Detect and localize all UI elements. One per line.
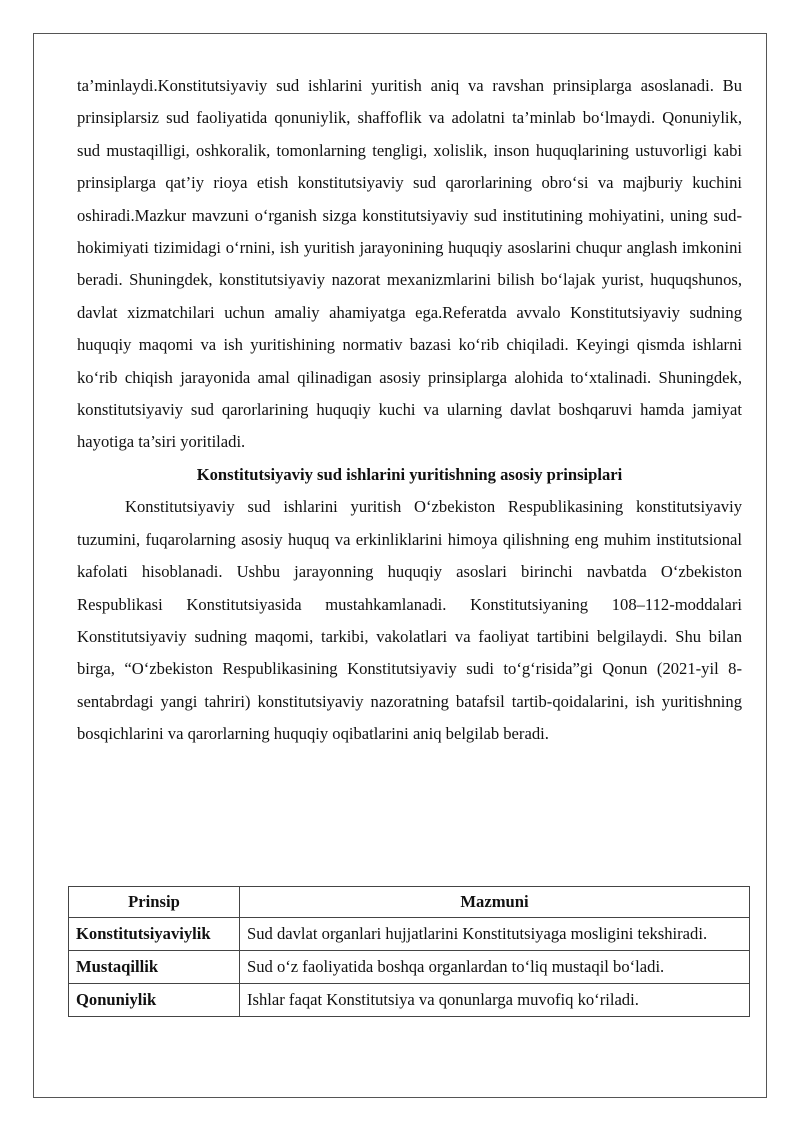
- table-header-row: [69, 887, 750, 918]
- content-cell: Sud o‘z faoliyatida boshqa organlardan to‘liq mustaqil bo‘ladi.: [240, 951, 750, 984]
- principle-cell: Mustaqillik: [69, 951, 240, 984]
- principles-table: [68, 886, 750, 1017]
- document-body: [77, 70, 742, 751]
- content-cell: Sud davlat organlari hujjatlarini Konstitutsiyaga mosligini tekshiradi.: [240, 918, 750, 951]
- content-cell: Ishlar faqat Konstitutsiya va qonunlarga muvofiq ko‘riladi.: [240, 984, 750, 1017]
- section-heading: Konstitutsiyaviy sud ishlarini yuritishning asosiy prinsiplari: [196, 464, 623, 484]
- principle-cell: Konstitutsiyaviylik: [69, 918, 240, 951]
- table-row: [69, 918, 750, 951]
- column-header-content: Mazmuni: [240, 887, 750, 918]
- table-row: [69, 951, 750, 984]
- body-paragraph-1: ta’minlaydi.Konstitutsiyaviy sud ishlarini yuritish aniq va ravshan prinsiplarga asoslanadi. Bu prinsiplarsiz sud faoliyatida qonuniylik, shaffoflik va adolatni ta’minlab bo‘lmaydi. Qonuniylik, sud mustaqilligi, oshkoralik, tomonlarning tengligi, xolislik, inson huquqlarining ustuvorligi kabi prinsiplarga qat’iy rioya etish konstitutsiyaviy sud qarorlarining obro‘si va majburiy kuchini oshiradi.Mazkur mavzuni o‘rganish sizga konstitutsiyaviy sud institutining mohiyatini, uning sud-hokimiyati tizimidagi o‘rnini, ish yuritish jarayonining huquqiy asoslarini chuqur anglash imkonini beradi. Shuningdek, konstitutsiyaviy nazorat mexanizmlarini bilish bo‘lajak yurist, huquqshunos, davlat xizmatchilari uchun amaliy ahamiyatga ega.Referatda avvalo Konstitutsiyaviy sudning huquqiy maqomi va ish yuritishining normativ bazasi ko‘rib chiqiladi. Keyingi qismda ishlarni ko‘rib chiqish jarayonida amal qilinadigan asosiy prinsiplarga alohida to‘xtalinadi. Shuningdek, konstitutsiyaviy sud qarorlarining huquqiy kuchi va ularning davlat boshqaruvi hamda jamiyat hayotiga ta’siri yoritiladi.: [77, 76, 742, 452]
- table-row: [69, 984, 750, 1017]
- column-header-principle: Prinsip: [69, 887, 240, 918]
- body-paragraph-2: Konstitutsiyaviy sud ishlarini yuritish O‘zbekiston Respublikasining konstitutsiyaviy tuzumini, fuqarolarning asosiy huquq va erkinliklarini himoya qilishning eng muhim institutsional kafolati hisoblanadi. Ushbu jarayonning huquqiy asoslari birinchi navbatda O‘zbekiston Respublikasi Konstitutsiyasida mustahkamlanadi. Konstitutsiyaning 108–112-moddalari Konstitutsiyaviy sudning maqomi, tarkibi, vakolatlari va faoliyat tartibini belgilaydi. Shu bilan birga, “O‘zbekiston Respublikasining Konstitutsiyaviy sudi to‘g‘risida”gi Qonun (2021-yil 8-sentabrdagi yangi tahriri) konstitutsiyaviy nazoratning batafsil tartib-qoidalarini, ish yuritishning bosqichlarini va qarorlarning huquqiy oqibatlarini aniq belgilab beradi.: [77, 497, 742, 744]
- principle-cell: Qonuniylik: [69, 984, 240, 1017]
